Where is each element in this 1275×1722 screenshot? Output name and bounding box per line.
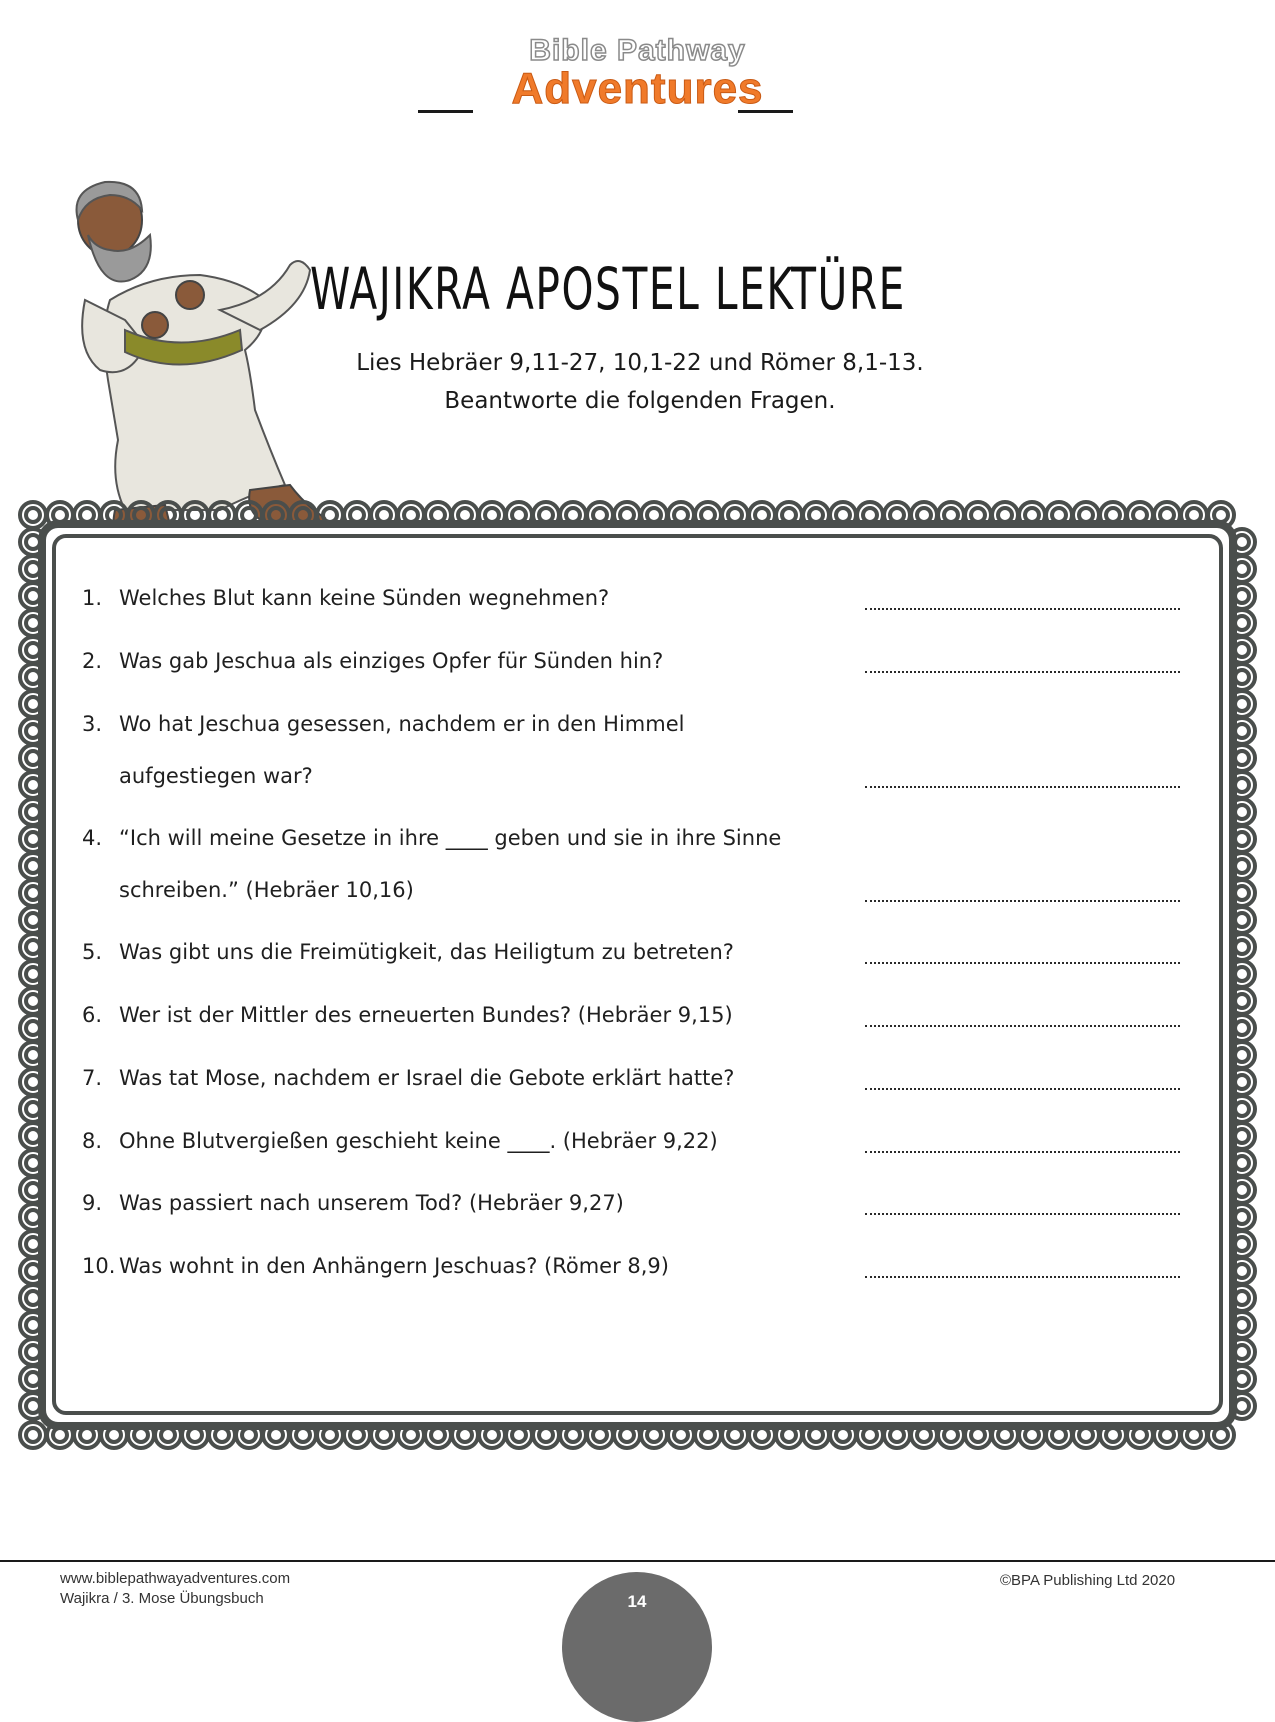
question-number: 1. xyxy=(82,586,103,610)
answer-line-4[interactable] xyxy=(865,900,1180,902)
answer-line-6[interactable] xyxy=(865,1025,1180,1027)
question-number: 10. xyxy=(82,1254,116,1278)
question-text: schreiben.” (Hebräer 10,16) xyxy=(119,878,414,902)
question-number: 7. xyxy=(82,1066,103,1090)
question-number: 8. xyxy=(82,1129,103,1153)
answer-line-8[interactable] xyxy=(865,1151,1180,1153)
question-number: 2. xyxy=(82,649,103,673)
answer-line-2[interactable] xyxy=(865,671,1180,673)
question-text: Was tat Mose, nachdem er Israel die Gebote erklärt hatte? xyxy=(119,1066,735,1090)
question-number: 6. xyxy=(82,1003,103,1027)
footer-copyright: ©BPA Publishing Ltd 2020 xyxy=(1000,1572,1176,1589)
question-number: 9. xyxy=(82,1191,103,1215)
question-text: Was gibt uns die Freimütigkeit, das Heiligtum zu betreten? xyxy=(119,940,734,964)
instruction-line-1: Lies Hebräer 9,11-27, 10,1-22 und Römer 8,1-13. xyxy=(356,350,924,376)
answer-line-9[interactable] xyxy=(865,1213,1180,1215)
answer-line-7[interactable] xyxy=(865,1088,1180,1090)
question-number: 5. xyxy=(82,940,103,964)
question-text: aufgestiegen war? xyxy=(119,764,313,788)
answer-line-10[interactable] xyxy=(865,1276,1180,1278)
logo-line2: Adventures xyxy=(511,64,764,113)
answer-line-1[interactable] xyxy=(865,608,1180,610)
question-text: Wo hat Jeschua gesessen, nachdem er in den Himmel xyxy=(119,712,685,736)
page-number: 14 xyxy=(627,1592,647,1611)
question-number: 3. xyxy=(82,712,103,736)
question-text: Wer ist der Mittler des erneuerten Bundes? (Hebräer 9,15) xyxy=(119,1003,733,1027)
instruction-line-2: Beantworte die folgenden Fragen. xyxy=(444,388,836,414)
logo xyxy=(0,30,1275,120)
answer-line-3[interactable] xyxy=(865,786,1180,788)
footer-rule xyxy=(0,1560,1275,1562)
footer-website[interactable]: www.biblepathwayadventures.com xyxy=(60,1570,291,1587)
question-text: Was wohnt in den Anhängern Jeschuas? (Römer 8,9) xyxy=(119,1254,669,1278)
question-number: 4. xyxy=(82,826,103,850)
footer-book-title: Wajikra / 3. Mose Übungsbuch xyxy=(60,1590,264,1607)
question-text: Welches Blut kann keine Sünden wegnehmen? xyxy=(119,586,610,610)
question-text: Was passiert nach unserem Tod? (Hebräer 9,27) xyxy=(119,1191,624,1215)
answer-line-5[interactable] xyxy=(865,962,1180,964)
question-text: “Ich will meine Gesetze in ihre ____ geben und sie in ihre Sinne xyxy=(119,826,782,850)
logo-line1: Bible Pathway xyxy=(529,34,746,67)
page-title: WAJIKRA APOSTEL LEKTÜRE xyxy=(310,255,906,323)
question-text: Ohne Blutvergießen geschieht keine ____. (Hebräer 9,22) xyxy=(119,1129,718,1153)
question-text: Was gab Jeschua als einziges Opfer für Sünden hin? xyxy=(119,649,664,673)
